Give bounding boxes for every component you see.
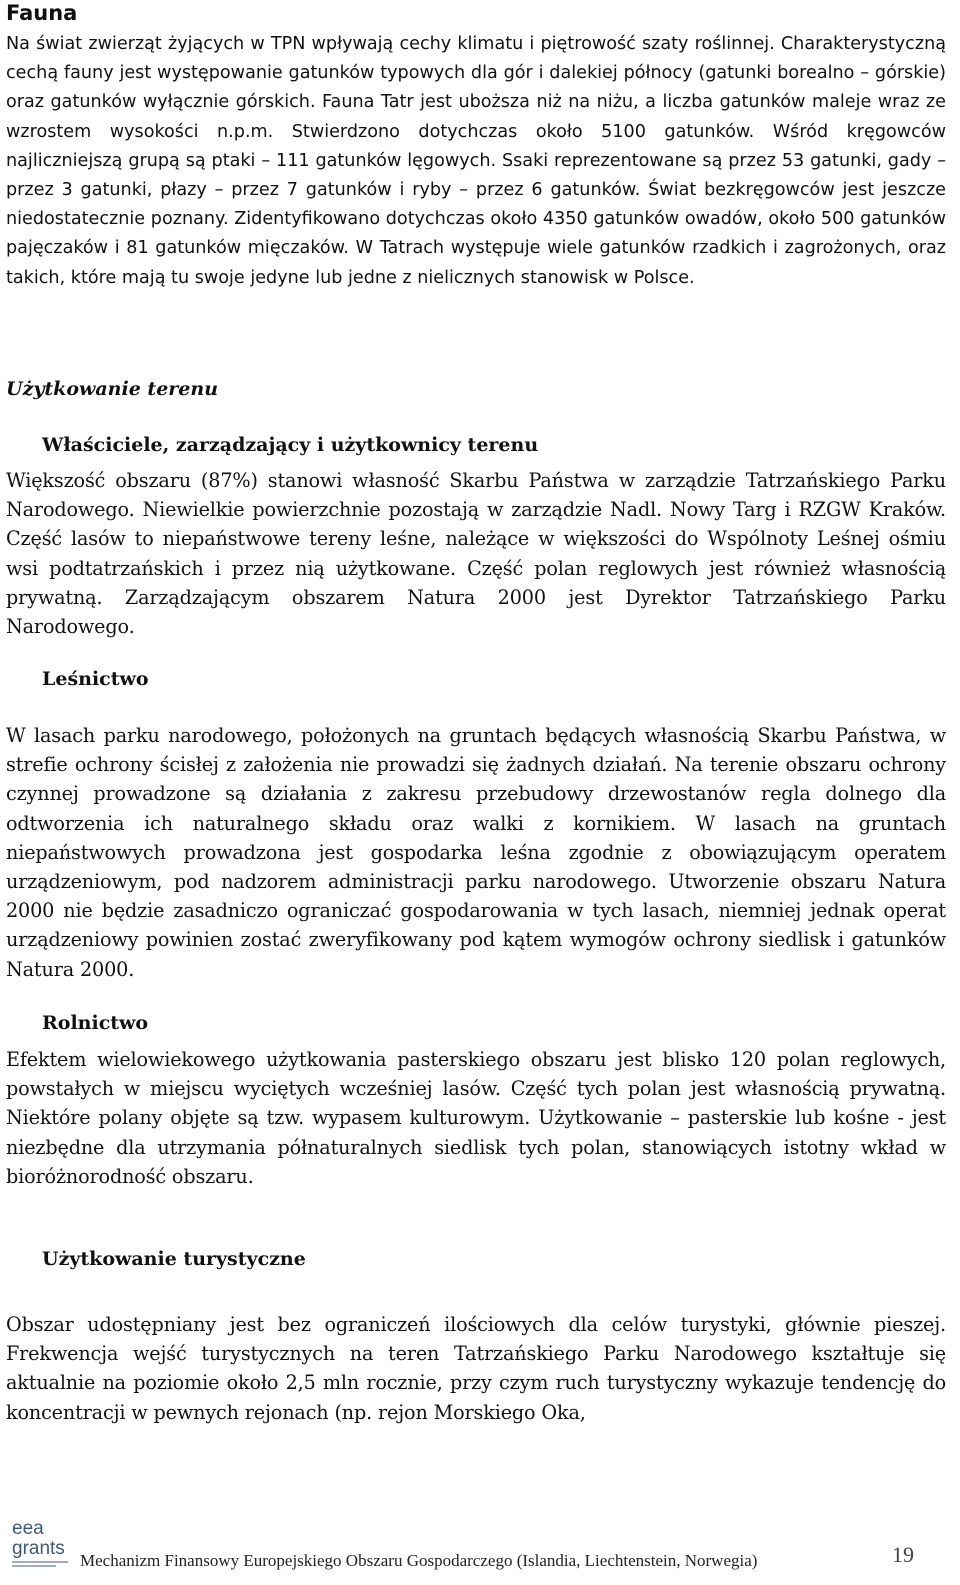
page-footer: [0, 1500, 960, 1585]
page-number: 19: [892, 1542, 914, 1567]
forestry-heading: Leśnictwo: [42, 668, 149, 690]
owners-paragraph: Większość obszaru (87%) stanowi własność Skarbu Państwa w zarządzie Tatrzańskiego Parku Narodowego. Niewielkie powierzchnie pozostają w zarządzie Nadl. Nowy Targ i RZGW Kraków. Część lasów to niepaństwowe tereny leśne, należące w większości do Wspólnoty Leśnej ośmiu wsi podtatrzańskich i przez nią użytkowane. Część polan reglowych jest również własnością prywatną. Zarządzającym obszarem Natura 2000 jest Dyrektor Tatrzańskiego Parku Narodowego.: [6, 469, 946, 639]
document-page: [6, 0, 946, 1424]
footer-caption: Mechanizm Finansowy Europejskiego Obszaru Gospodarczego (Islandia, Liechtenstein, Norwegia): [80, 1551, 758, 1570]
land-use-heading: Użytkowanie terenu: [6, 378, 219, 400]
fauna-paragraph: Na świat zwierząt żyjących w TPN wpływają cechy klimatu i piętrowość szaty roślinnej. Charakterystyczną cechą fauny jest występowanie gatunków typowych dla gór i dalekiej północy (gatunki borealno – górskie) oraz gatunków wyłącznie górskich. Fauna Tatr jest uboższa niż na niżu, a liczba gatunków maleje wraz ze wzrostem wysokości n.p.m. Stwierdzono dotychczas około 5100 gatunków. Wśród kręgowców najliczniejszą grupą są ptaki – 111 gatunków lęgowych. Ssaki reprezentowane są przez 53 gatunki, gady – przez 3 gatunki, płazy – przez 7 gatunków i ryby – przez 6 gatunków. Świat bezkręgowców jest jeszcze niedostatecznie poznany. Zidentyfikowano dotychczas około 4350 gatunków owadów, około 500 gatunków pajęczaków i 81 gatunków mięczaków. W Tatrach występuje wiele gatunków rzadkich i zagrożonych, oraz takich, które mają tu swoje jedyne lub jedne z nielicznych stanowisk w Polsce.: [6, 34, 946, 288]
tourism-heading: Użytkowanie turystyczne: [42, 1248, 306, 1270]
tourism-paragraph: Obszar udostępniany jest bez ograniczeń ilościowych dla celów turystyki, głównie pieszej. Frekwencja wejść turystycznych na teren Tatrzańskiego Parku Narodowego kształtuje się aktualnie na poziomie około 2,5 mln rocznie, przy czym ruch turystyczny wykazuje tendencję do koncentracji w pewnych rejonach (np. rejon Morskiego Oka,: [6, 1313, 946, 1424]
fauna-heading: Fauna: [6, 1, 78, 25]
forestry-paragraph: W lasach parku narodowego, położonych na gruntach będących własnością Skarbu Państwa, w strefie ochrony ścisłej z założenia nie prowadzi się żadnych działań. Na terenie obszaru ochrony czynnej prowadzone są działania z zakresu przebudowy drzewostanów regla dolnego dla odtworzenia ich naturalnego składu oraz walki z kornikiem. W lasach na gruntach niepaństwowych prowadzona jest gospodarka leśna zgodnie z obowiązującym operatem urządzeniowym, pod nadzorem administracji parku narodowego. Utworzenie obszaru Natura 2000 nie będzie zasadniczo ograniczać gospodarowania w tych lasach, niemniej jednak operat urządzeniowy powinien zostać zweryfikowany pod kątem wymogów ochrony siedlisk i gatunków Natura 2000.: [6, 724, 946, 981]
owners-heading: Właściciele, zarządzający i użytkownicy terenu: [42, 434, 539, 456]
agriculture-paragraph: Efektem wielowiekowego użytkowania pasterskiego obszaru jest blisko 120 polan reglowych, powstałych w miejscu wyciętych wcześniej lasów. Część tych polan jest własnością prywatną. Niektóre polany objęte są tzw. wypasem kulturowym. Użytkowanie – pasterskie lub kośne - jest niezbędne dla utrzymania półnaturalnych siedlisk tych polan, stanowiących istotny wkład w bioróżnorodność obszaru.: [6, 1048, 946, 1188]
eea-grants-logo: [10, 1514, 72, 1576]
logo-line1: eea: [12, 1518, 44, 1539]
agriculture-heading: Rolnictwo: [42, 1012, 149, 1034]
logo-line2: grants: [12, 1538, 65, 1559]
